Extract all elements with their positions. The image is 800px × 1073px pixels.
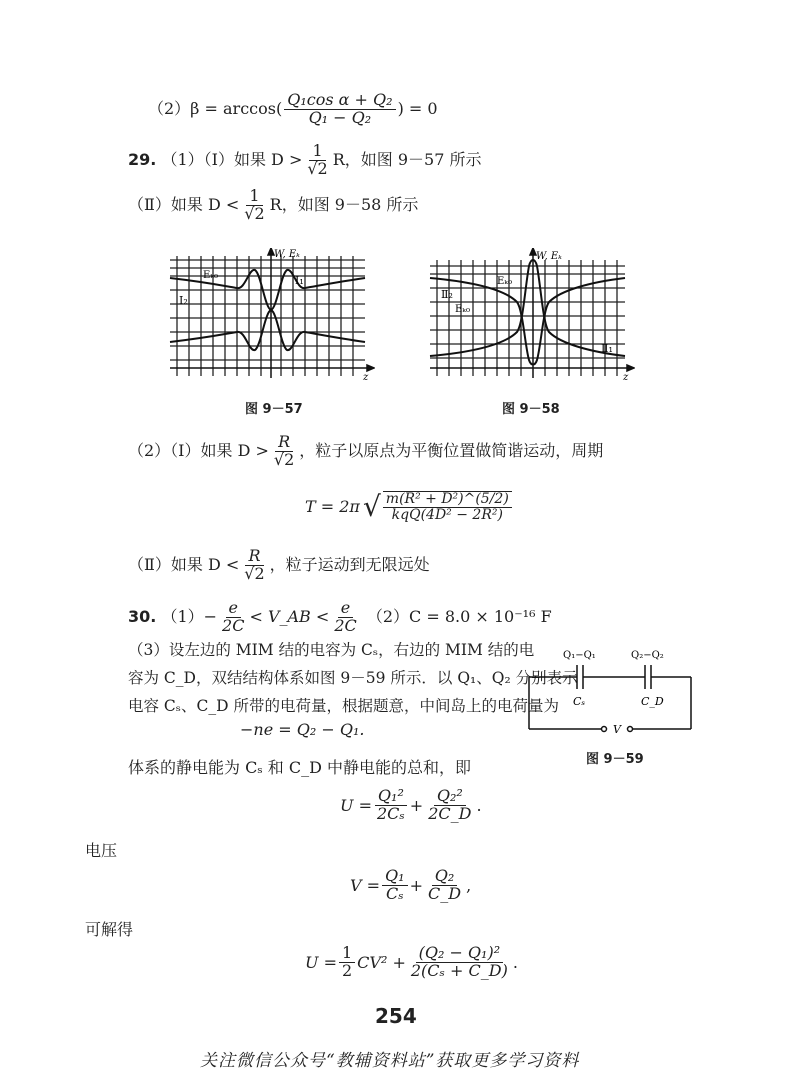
fig58-z-label: z [623, 372, 629, 383]
footer-notice: 关注微信公众号“教辅资料站”获取更多学习资料 [200, 1051, 580, 1071]
sqrt-sign: √ [362, 490, 381, 523]
problem-29-part1-I: 29. （1）（Ⅰ）如果 D > $\frac{1}{√2}$ R，如图 9－57 所示 [128, 141, 482, 178]
fig58-label-II2: Ⅱ₂ [441, 288, 453, 301]
beta-rhs: ) = 0 [397, 98, 438, 118]
fig57-label-I1: I₁ [295, 274, 304, 287]
energy-intro: 体系的静电能为 Cₛ 和 C_D 中静电能的总和，即 [128, 758, 472, 777]
problem-29-part2-II: （Ⅱ）如果 D < $\frac{R}{√2}$ ，粒子运动到无限远处 [128, 546, 430, 583]
beta-fraction: $\frac{\text{Q₁cos α + Q₂}}{\text{Q₁ − Q₂}}$ [284, 92, 395, 127]
fig59-cap-right-label: C_D [641, 695, 664, 708]
beta-equation [148, 92, 438, 127]
beta-lhs: （2）β = arccos( [148, 98, 283, 118]
fig57-caption: 图 9－57 [245, 402, 303, 417]
charge-equation: −ne = Q₂ − Q₁. [240, 720, 365, 739]
final-energy-equation: U = $\frac{1}{2}$ CV² + $\frac{\text{(Q₂ − Q₁)²}}{\text{2(Cₛ + C\_D)}}$ . [305, 943, 518, 980]
problem-29-part1-II: （Ⅱ）如果 D < $\frac{1}{√2}$ R，如图 9－58 所示 [128, 186, 419, 223]
solve-label: 可解得 [85, 920, 134, 939]
fig57-curves [170, 270, 365, 350]
problem-30-part1: 30. （1）− $\frac{e}{2C}$ < V_AB < $\frac{e}{2C}$ （2）C = 8.0 × 10⁻¹⁶ F [128, 598, 552, 635]
voltage-label: 电压 [85, 841, 118, 860]
voltage-equation: V = $\frac{\text{Q₁}}{\text{Cₛ}}$ + $\frac{\text{Q₂}}{C\_D}$ , [350, 866, 472, 903]
fig59-circuit [529, 665, 691, 732]
fig59-source-label: V [613, 723, 621, 736]
fig59-cap-left-charge: Q₁−Q₁ [563, 650, 596, 661]
fig58-label-ek0-a: Eₖ₀ [497, 276, 512, 287]
energy-equation: U = $\frac{\text{Q₁²}}{\text{2Cₛ}}$ + $\frac{\text{Q₂²}}{2C\_D}$ . [340, 786, 482, 823]
fig59-cap-left-label: Cₛ [573, 695, 586, 708]
page-number: 254 [375, 1004, 417, 1028]
problem-number-30: 30. [128, 606, 157, 626]
problem-number-29: 29. [128, 149, 157, 169]
fig57-label-I2: I₂ [179, 294, 188, 307]
fig57-label-ek0: Eₖ₀ [203, 270, 218, 281]
fig57-axis-label: W, Eₖ [274, 249, 300, 260]
figure-9-57 [165, 248, 375, 393]
problem-29-part2-I: （2）（Ⅰ）如果 D > $\frac{R}{√2}$ ，粒子以原点为平衡位置做简谐运动，周期 [128, 432, 604, 469]
figure-9-59 [525, 645, 700, 740]
fig58-label-II1: Ⅱ₁ [601, 342, 613, 355]
fig58-label-ek0-b: Eₖ₀ [455, 304, 470, 315]
fig59-caption: 图 9－59 [586, 752, 644, 767]
period-formula: T = 2π √ $\frac{\text{m(R² + D²)\textasciicircum{}(5/2)}}{\text{kqQ(4D² − 2R²)}}$ [305, 490, 514, 523]
fig58-axis-label: W, Eₖ [536, 251, 562, 262]
fig57-z-label: z [363, 372, 369, 383]
problem-30-part3: （3）设左边的 MIM 结的电容为 Cₛ，右边的 MIM 结的电 容为 C_D，双结结构体系如图 9－59 所示．以 Q₁、Q₂ 分别表示 电容 Cₛ、C_D 所带的电荷量，根据题意，中间岛上的电荷量为 [128, 641, 578, 715]
fig59-cap-right-charge: Q₂−Q₂ [631, 650, 664, 661]
fig58-caption: 图 9－58 [502, 402, 560, 417]
figure-9-58 [425, 248, 635, 393]
